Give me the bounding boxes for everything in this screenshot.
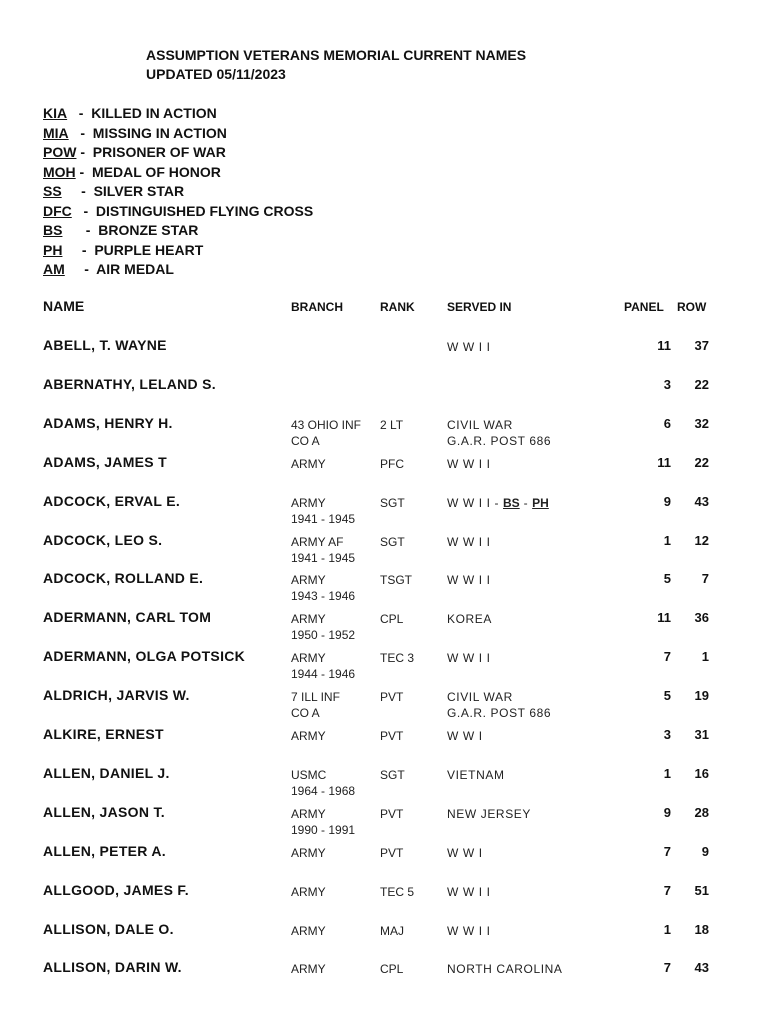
veteran-name-text: ALKIRE, ERNEST [43, 726, 164, 742]
row-cell [695, 533, 709, 548]
legend-separator: - [62, 241, 95, 258]
table-row [0, 804, 768, 842]
branch-cell [291, 961, 326, 977]
branch-cell [291, 650, 355, 682]
rank-text: MAJ [380, 923, 404, 938]
served-in-cell [447, 456, 491, 472]
served-in-cell [447, 728, 483, 744]
legend-meaning: PRISONER OF WAR [92, 144, 226, 160]
branch-detail: 1941 - 1945 [291, 511, 356, 526]
legend-item [43, 182, 313, 202]
legend-meaning: KILLED IN ACTION [91, 105, 217, 121]
title-line-1: ASSUMPTION VETERANS MEMORIAL CURRENT NAMES [146, 47, 527, 63]
branch-detail: 1941 - 1945 [291, 550, 356, 565]
panel-number: 7 [663, 843, 671, 859]
branch-text: 43 OHIO INF [291, 417, 362, 432]
rank-text: PVT [380, 845, 404, 860]
panel-cell [657, 610, 671, 625]
legend-meaning: SILVER STAR [93, 183, 185, 199]
table-row [0, 454, 768, 492]
branch-cell [291, 534, 355, 566]
served-in-text: W W I I [447, 340, 491, 354]
branch-cell [291, 456, 326, 472]
branch-detail: 1990 - 1991 [291, 822, 356, 837]
panel-cell [664, 533, 671, 548]
panel-number: 11 [657, 454, 671, 470]
served-in-text: W W I [447, 729, 483, 743]
rank-cell [380, 845, 403, 861]
legend-separator: - [64, 261, 97, 277]
row-number: 18 [694, 921, 709, 937]
row-cell [695, 727, 709, 742]
panel-cell [664, 883, 671, 898]
panel-number: 9 [663, 493, 671, 509]
table-row [0, 648, 768, 686]
row-cell [695, 766, 709, 781]
rank-text: PVT [380, 690, 404, 705]
panel-cell [664, 416, 671, 431]
legend-abbreviation: BS [43, 222, 63, 238]
rank-cell [380, 611, 403, 627]
served-in-cell: W W I I - BS - PH [447, 495, 549, 510]
row-cell [702, 571, 709, 586]
rank-text: SGT [380, 767, 405, 782]
panel-cell [664, 922, 671, 937]
branch-cell [291, 417, 361, 449]
served-in-detail: G.A.R. POST 686 [447, 433, 552, 448]
legend-abbreviation: SS [43, 183, 62, 199]
served-in-cell [447, 961, 563, 977]
row-number: 36 [694, 610, 709, 626]
legend-item [43, 221, 313, 241]
legend-abbreviation: POW [43, 144, 77, 160]
header-branch: BRANCH [291, 300, 343, 314]
panel-cell [657, 455, 671, 470]
row-cell [695, 338, 709, 353]
legend-item [43, 260, 313, 280]
table-row [0, 726, 768, 764]
served-in-text: CIVIL WAR [447, 690, 513, 705]
branch-text: ARMY [291, 573, 326, 588]
panel-cell [664, 649, 671, 664]
veteran-name [43, 687, 190, 703]
rank-cell [380, 884, 414, 900]
panel-number: 5 [663, 571, 671, 587]
rank-text: TSGT [380, 573, 412, 588]
rank-text: TEC 3 [380, 651, 415, 666]
veteran-name [43, 765, 170, 781]
table-row [0, 687, 768, 725]
veteran-name [43, 843, 166, 859]
panel-number: 1 [663, 532, 671, 548]
row-cell [695, 455, 709, 470]
legend-separator: - [62, 222, 99, 238]
branch-detail: CO A [291, 433, 320, 448]
veteran-name-text: ADAMS, JAMES T [43, 453, 167, 470]
rank-cell [380, 495, 405, 511]
served-in-text: W W I I [447, 534, 491, 549]
branch-detail: 1950 - 1952 [291, 628, 356, 643]
row-cell [695, 805, 709, 820]
legend-meaning: BRONZE STAR [98, 222, 199, 238]
panel-number: 9 [663, 804, 671, 820]
table-row [0, 337, 768, 375]
document-title [146, 46, 526, 84]
rank-cell [380, 572, 412, 588]
panel-cell [664, 727, 671, 742]
row-cell [702, 844, 709, 859]
panel-number: 11 [657, 338, 671, 353]
branch-text: USMC [291, 767, 327, 782]
branch-cell [291, 572, 355, 604]
served-in-text: W W I I [447, 884, 491, 899]
table-row [0, 532, 768, 570]
served-in-cell [447, 884, 491, 900]
served-in-cell [447, 417, 551, 449]
row-number: 1 [701, 649, 709, 665]
row-cell [695, 960, 709, 975]
table-row [0, 376, 768, 414]
veteran-name-text: ABELL, T. WAYNE [43, 337, 167, 353]
served-in-text: VIETNAM [447, 767, 505, 782]
panel-number: 5 [663, 688, 671, 704]
served-in-cell [447, 572, 491, 588]
legend-separator: - [71, 202, 96, 219]
branch-text: ARMY [291, 884, 326, 899]
table-row [0, 921, 768, 959]
legend-separator: - [75, 163, 93, 180]
branch-cell [291, 728, 326, 744]
branch-detail: 1944 - 1946 [291, 667, 356, 682]
branch-cell [291, 611, 355, 643]
branch-cell [291, 806, 355, 838]
branch-text: ARMY [291, 456, 326, 471]
legend-meaning: DISTINGUISHED FLYING CROSS [95, 202, 314, 219]
served-in-text: CIVIL WAR [447, 417, 513, 432]
branch-detail: CO A [291, 706, 320, 721]
rank-text: PVT [380, 806, 404, 821]
row-number: 51 [694, 882, 709, 898]
row-number: 22 [694, 454, 709, 470]
rank-text: SGT [380, 495, 405, 510]
rank-text: CPL [380, 962, 404, 977]
served-in-cell [447, 611, 492, 627]
row-cell [695, 688, 709, 703]
row-number: 28 [694, 804, 709, 820]
table-row [0, 959, 768, 997]
served-in-cell [447, 689, 551, 721]
award-abbreviation: PH [532, 495, 549, 510]
served-in-cell [447, 806, 531, 822]
panel-number: 7 [663, 882, 671, 898]
branch-cell [291, 495, 355, 527]
branch-detail: 1943 - 1946 [291, 589, 356, 604]
branch-text: 7 ILL INF [291, 690, 340, 705]
panel-cell [664, 688, 671, 703]
veteran-name-text: ALLEN, JASON T. [43, 803, 165, 820]
veteran-name-text: ALLISON, DARIN W. [43, 959, 182, 976]
legend-abbreviation: DFC [43, 202, 72, 219]
veteran-name-text: ALLEN, PETER A. [43, 842, 166, 859]
row-number: 12 [694, 532, 709, 548]
legend-item [43, 241, 313, 261]
served-in-cell [447, 845, 483, 861]
panel-cell [664, 377, 671, 392]
veteran-name [43, 493, 180, 509]
title-line-2: UPDATED 05/11/2023 [146, 66, 286, 82]
legend-item [43, 104, 313, 124]
panel-number: 1 [663, 765, 671, 781]
legend-separator: - [67, 105, 92, 121]
panel-cell [664, 960, 671, 975]
veteran-name [43, 648, 245, 664]
veteran-name-text: ADCOCK, ROLLAND E. [43, 570, 204, 587]
rank-cell [380, 961, 403, 977]
legend-separator: - [61, 183, 94, 199]
branch-text: ARMY AF [291, 534, 344, 549]
veteran-name [43, 570, 203, 586]
rank-cell [380, 417, 403, 433]
panel-cell [664, 844, 671, 859]
panel-cell [664, 571, 671, 586]
veteran-name-text: ALDRICH, JARVIS W. [43, 687, 190, 704]
veteran-name-text: ADERMANN, CARL TOM [43, 609, 212, 626]
row-number: 19 [694, 688, 709, 704]
row-number: 31 [694, 727, 709, 742]
table-row [0, 882, 768, 920]
veteran-name-text: ADAMS, HENRY H. [43, 414, 173, 431]
panel-cell [664, 766, 671, 781]
branch-cell [291, 884, 326, 900]
panel-number: 3 [663, 376, 671, 392]
row-number: 32 [694, 415, 709, 431]
veteran-name-text: ALLEN, DANIEL J. [43, 764, 170, 781]
served-in-cell [447, 650, 491, 666]
legend-item [43, 163, 313, 183]
abbreviation-legend [43, 104, 313, 280]
table-row [0, 609, 768, 647]
branch-cell [291, 923, 326, 939]
branch-text: ARMY [291, 923, 326, 938]
served-in-text: KOREA [447, 612, 493, 627]
panel-number: 1 [663, 921, 671, 937]
header-served-in: SERVED IN [447, 300, 512, 314]
rank-cell [380, 534, 405, 550]
branch-cell [291, 767, 355, 799]
rank-cell [380, 456, 404, 472]
header-row: ROW [677, 300, 707, 314]
rank-cell [380, 689, 403, 705]
served-in-text: W W I I [447, 456, 491, 471]
legend-abbreviation: AM [43, 261, 65, 277]
panel-cell [664, 805, 671, 820]
legend-abbreviation: PH [43, 241, 63, 258]
header-rank: RANK [380, 300, 415, 314]
served-in-text: W W I I [447, 923, 491, 938]
legend-separator: - [76, 144, 93, 160]
table-row [0, 570, 768, 608]
row-cell [695, 922, 709, 937]
veteran-name [43, 337, 167, 353]
row-number: 7 [701, 571, 709, 587]
header-panel: PANEL [624, 300, 664, 314]
served-in-text: W W I I [447, 573, 491, 588]
veteran-name-text: ALLGOOD, JAMES F. [43, 881, 189, 898]
legend-meaning: MEDAL OF HONOR [92, 163, 221, 180]
veteran-name-text: ADCOCK, LEO S. [43, 531, 163, 548]
veteran-name-text: ALLISON, DALE O. [43, 920, 174, 937]
row-number: 43 [694, 493, 709, 509]
branch-cell [291, 689, 340, 721]
rank-cell [380, 650, 414, 666]
served-in-text: W W I I - [447, 495, 500, 510]
rank-text: 2 LT [380, 417, 404, 432]
panel-number: 7 [663, 649, 671, 665]
row-cell [695, 377, 709, 392]
branch-text: ARMY [291, 962, 326, 977]
branch-cell [291, 845, 326, 861]
rank-cell [380, 767, 405, 783]
panel-number: 7 [663, 960, 671, 976]
veteran-name [43, 882, 189, 898]
legend-abbreviation: MOH [43, 163, 76, 180]
row-number: 16 [694, 765, 709, 781]
panel-cell [664, 494, 671, 509]
veteran-name [43, 726, 164, 742]
served-in-text: NORTH CAROLINA [447, 962, 563, 977]
row-cell [695, 610, 709, 625]
served-in-cell [447, 923, 491, 939]
award-abbreviation: BS [503, 495, 520, 510]
row-cell [695, 883, 709, 898]
row-number: 22 [694, 376, 709, 392]
panel-number: 11 [657, 610, 671, 626]
branch-text: ARMY [291, 495, 326, 510]
row-cell [695, 494, 709, 509]
served-in-text: NEW JERSEY [447, 806, 532, 821]
veteran-name [43, 454, 167, 470]
panel-number: 3 [663, 727, 671, 742]
served-in-cell [447, 767, 505, 783]
veteran-name [43, 959, 182, 975]
branch-text: ARMY [291, 806, 326, 821]
served-in-text: W W I I [447, 651, 491, 666]
row-cell [695, 416, 709, 431]
branch-text: ARMY [291, 729, 326, 743]
served-in-cell [447, 534, 491, 550]
legend-meaning: AIR MEDAL [96, 261, 174, 277]
rank-cell [380, 728, 403, 744]
legend-meaning: PURPLE HEART [94, 241, 204, 258]
served-in-cell [447, 339, 491, 355]
veteran-name-text: ADCOCK, ERVAL E. [43, 492, 181, 509]
rank-text: SGT [380, 534, 405, 549]
legend-item [43, 143, 313, 163]
table-row [0, 765, 768, 803]
veteran-name [43, 415, 173, 431]
legend-meaning: MISSING IN ACTION [92, 124, 227, 141]
panel-number: 6 [663, 415, 671, 431]
veteran-name [43, 804, 165, 820]
served-in-detail: G.A.R. POST 686 [447, 706, 552, 721]
legend-item [43, 202, 313, 222]
rank-text: TEC 5 [380, 884, 415, 899]
veteran-name [43, 609, 211, 625]
table-row [0, 415, 768, 453]
veteran-name [43, 376, 216, 392]
branch-text: ARMY [291, 651, 326, 666]
rank-text: CPL [380, 612, 404, 627]
rank-cell [380, 923, 404, 939]
veteran-name [43, 921, 174, 937]
veteran-name-text: ADERMANN, OLGA POTSICK [43, 648, 246, 665]
panel-cell [657, 338, 671, 353]
veteran-name-text: ABERNATHY, LELAND S. [43, 375, 216, 392]
branch-text: ARMY [291, 845, 326, 860]
row-number: 37 [694, 338, 709, 353]
legend-abbreviation: MIA [43, 124, 69, 141]
row-number: 43 [694, 960, 709, 976]
branch-detail: 1964 - 1968 [291, 783, 356, 798]
rank-text: PFC [380, 456, 404, 471]
rank-text: PVT [380, 729, 404, 743]
veteran-name [43, 532, 162, 548]
row-number: 9 [701, 843, 709, 859]
table-row [0, 843, 768, 881]
branch-text: ARMY [291, 612, 326, 627]
rank-cell [380, 806, 403, 822]
table-row [0, 493, 768, 531]
served-in-text: W W I [447, 845, 483, 860]
header-name: NAME [43, 298, 85, 314]
row-cell [702, 649, 709, 664]
legend-abbreviation: KIA [43, 105, 68, 121]
legend-item [43, 124, 313, 144]
legend-separator: - [68, 124, 93, 141]
